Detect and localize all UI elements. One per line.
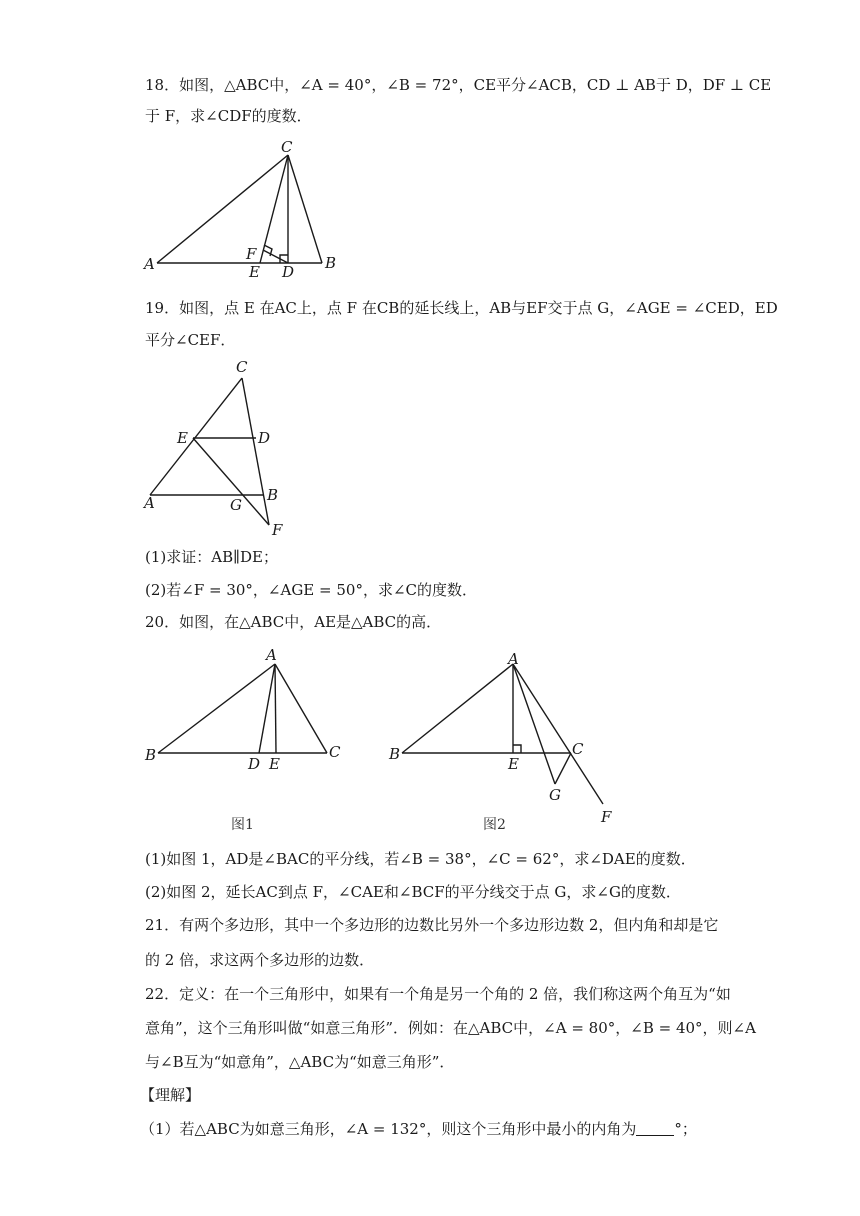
- q18-label-a: A: [144, 255, 155, 273]
- q19-part1: (1)求证：AB∥DE；: [145, 548, 279, 566]
- q18-label-b: B: [325, 254, 337, 272]
- q20-fig1-caption: 图1: [231, 817, 254, 833]
- q18-label-f: F: [246, 245, 257, 263]
- q18-text-line2: 于 F，求∠CDF的度数．: [145, 107, 312, 125]
- q19-text-line1: 19．如图，点 E 在AC上，点 F 在CB的延长线上，AB与EF交于点 G，∠AGE = ∠CED，ED: [145, 299, 778, 317]
- q20-part1: (1)如图 1，AD是∠BAC的平分线，若∠B = 38°，∠C = 62°，求∠DAE的度数．: [145, 850, 696, 868]
- q19-label-a: A: [144, 494, 155, 512]
- q20-fig1-label-a: A: [266, 646, 277, 664]
- q22-part1: [140, 1119, 697, 1139]
- q20-text-line1: 20．如图，在△ABC中，AE是△ABC的高．: [145, 613, 442, 631]
- q19-label-g: G: [230, 496, 242, 514]
- q21-text-line1: 21．有两个多边形，其中一个多边形的边数比另外一个多边形边数 2，但内角和却是它: [145, 916, 719, 934]
- q22-answer-blank[interactable]: [636, 1121, 674, 1136]
- q20-fig2-label-c: C: [572, 740, 584, 758]
- q22-section-heading: 【理解】: [140, 1086, 201, 1104]
- q19-label-c: C: [236, 358, 248, 376]
- q20-fig1-label-c: C: [329, 743, 341, 761]
- q19-label-f: F: [272, 521, 283, 539]
- q22-part1-text: （1）若△ABC为如意三角形，∠A = 132°，则这个三角形中最小的内角为: [140, 1120, 637, 1138]
- q18-label-c: C: [281, 138, 293, 156]
- q19-part2: (2)若∠F = 30°，∠AGE = 50°，求∠C的度数．: [145, 581, 477, 599]
- q20-fig1-label-b: B: [145, 746, 157, 764]
- q20-fig2-label-f: F: [601, 808, 612, 826]
- q19-label-b: B: [267, 486, 279, 504]
- q20-fig2-caption: 图2: [483, 817, 506, 833]
- q20-part2: (2)如图 2，延长AC到点 F，∠CAE和∠BCF的平分线交于点 G，求∠G的度数．: [145, 883, 681, 901]
- q22-text-line3: 与∠B互为“如意角”，△ABC为“如意三角形”．: [145, 1053, 455, 1071]
- q18-label-d: D: [282, 263, 295, 281]
- q20-fig2-label-e: E: [508, 755, 519, 773]
- q20-fig2-label-a: A: [508, 650, 519, 668]
- q22-text-line2: 意角”，这个三角形叫做“如意三角形”．例如：在△ABC中，∠A = 80°，∠B = 40°，则∠A: [145, 1019, 756, 1037]
- q20-fig2-label-g: G: [549, 786, 561, 804]
- q20-fig1-label-e: E: [269, 755, 280, 773]
- q18-label-e: E: [249, 263, 260, 281]
- q20-fig1-label-d: D: [248, 755, 261, 773]
- q20-fig2-label-b: B: [389, 745, 401, 763]
- q18-text-line1: 18．如图，△ABC中，∠A = 40°，∠B = 72°，CE平分∠ACB，CD ⊥ AB于 D，DF ⊥ CE: [145, 76, 772, 94]
- q22-part1-unit: °；: [674, 1120, 697, 1138]
- q22-text-line1: 22．定义：在一个三角形中，如果有一个角是另一个角的 2 倍，我们称这两个角互为“如: [145, 985, 731, 1003]
- q19-label-d: D: [258, 429, 271, 447]
- q21-text-line2: 的 2 倍，求这两个多边形的边数．: [145, 951, 375, 969]
- q19-text-line2: 平分∠CEF．: [145, 331, 236, 349]
- q19-label-e: E: [177, 429, 188, 447]
